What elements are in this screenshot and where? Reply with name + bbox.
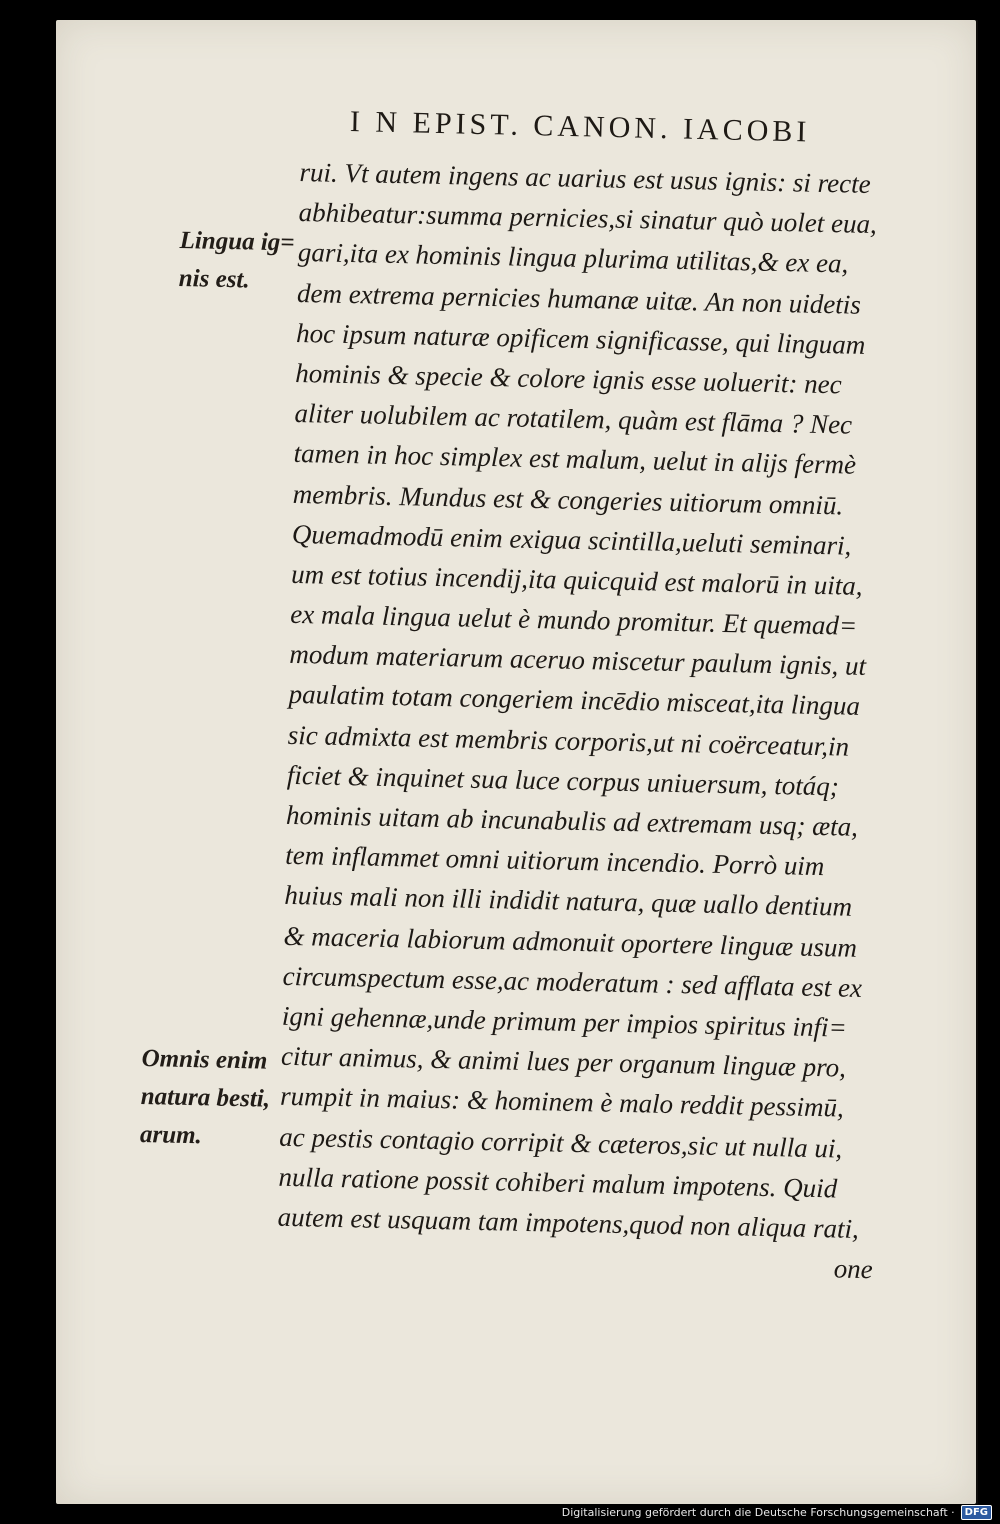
text-line: tem inflammet omni uitiorum incendio. Porrò uim — [284, 840, 825, 882]
text-line: dem extrema pernicies humanæ uitæ. An non uidetis — [296, 277, 862, 320]
margin-note-lingua — [178, 222, 295, 300]
body-text — [276, 152, 919, 1290]
running-head: I N EPIST. CANON. IACOBI — [349, 105, 811, 149]
text-line: circumspectum esse,ac moderatum : sed afflata est ex — [282, 960, 863, 1003]
text-line: igni gehennæ,unde primum per impios spiritus infi= — [281, 1000, 848, 1043]
text-line: Quemadmodū enim exigua scintilla,ueluti seminari, — [291, 518, 852, 561]
credit-text: Digitalisierung gefördert durch die Deutsche Forschungsgemeinschaft · — [561, 1506, 955, 1519]
text-line: ex mala lingua uelut è mundo promitur. Et quemad= — [290, 598, 858, 641]
text-line: abhibeatur:summa pernicies,si sinatur quò uolet eua, — [298, 197, 878, 240]
margin-note-line: natura besti, — [140, 1082, 271, 1113]
dfg-logo: DFG — [961, 1505, 992, 1520]
margin-note-line: arum. — [139, 1120, 203, 1150]
text-line: aliter uolubilem ac rotatilem, quàm est flāma ? Nec — [294, 398, 853, 440]
margin-note-line: Omnis enim — [141, 1044, 268, 1075]
text-line: tamen in hoc simplex est malum, uelut in alijs fermè — [293, 438, 857, 481]
text-line: nulla ratione possit cohiberi malum impotens. Quid — [278, 1161, 838, 1204]
catchword: one — [833, 1253, 874, 1285]
text-line: autem est usquam tam impotens,quod non aliqua rati, — [277, 1201, 860, 1244]
text-line: hominis & specie & colore ignis esse uoluerit: nec — [295, 357, 842, 400]
page-edge — [976, 20, 978, 1504]
text-line: ficiet & inquinet sua luce corpus uniuersum, totáq; — [286, 759, 840, 802]
margin-note-line: nis est. — [178, 264, 250, 294]
text-line: um est totius incendij,ita quicquid est malorū in uita, — [290, 558, 863, 601]
text-line: huius mali non illi indidit natura, quæ uallo dentium — [284, 880, 853, 923]
text-line: sic admixta est membris corporis,ut ni coërceatur,in — [287, 719, 850, 762]
text-line: & maceria labiorum admonuit oportere linguæ usum — [283, 920, 858, 963]
text-line: rui. Vt autem ingens ac uarius est usus ignis: si recte — [299, 156, 871, 199]
margin-note-omnis — [140, 1040, 272, 1157]
digitization-credit — [562, 1505, 992, 1520]
text-line: hoc ipsum naturæ opificem significasse, qui linguam — [295, 317, 866, 360]
text-line: membris. Mundus est & congeries uitiorum omniū. — [292, 478, 844, 520]
text-line: paulatim totam congeriem incēdio misceat,ita lingua — [288, 679, 861, 722]
text-line: modum materiarum aceruo miscetur paulum ignis, ut — [289, 639, 867, 682]
text-line: rumpit in maius: & hominem è malo reddit pessimū, — [279, 1081, 845, 1123]
text-line: gari,ita ex hominis lingua plurima utilitas,& ex ea, — [297, 237, 849, 279]
margin-note-line: Lingua ig= — [179, 226, 295, 257]
text-line: citur animus, & animi lues per organum linguæ pro, — [280, 1040, 847, 1083]
text-line: hominis uitam ab incunabulis ad extremam usq; æta, — [285, 799, 859, 842]
text-line: ac pestis contagio corripit & cæteros,sic ut nulla ui, — [279, 1121, 843, 1164]
